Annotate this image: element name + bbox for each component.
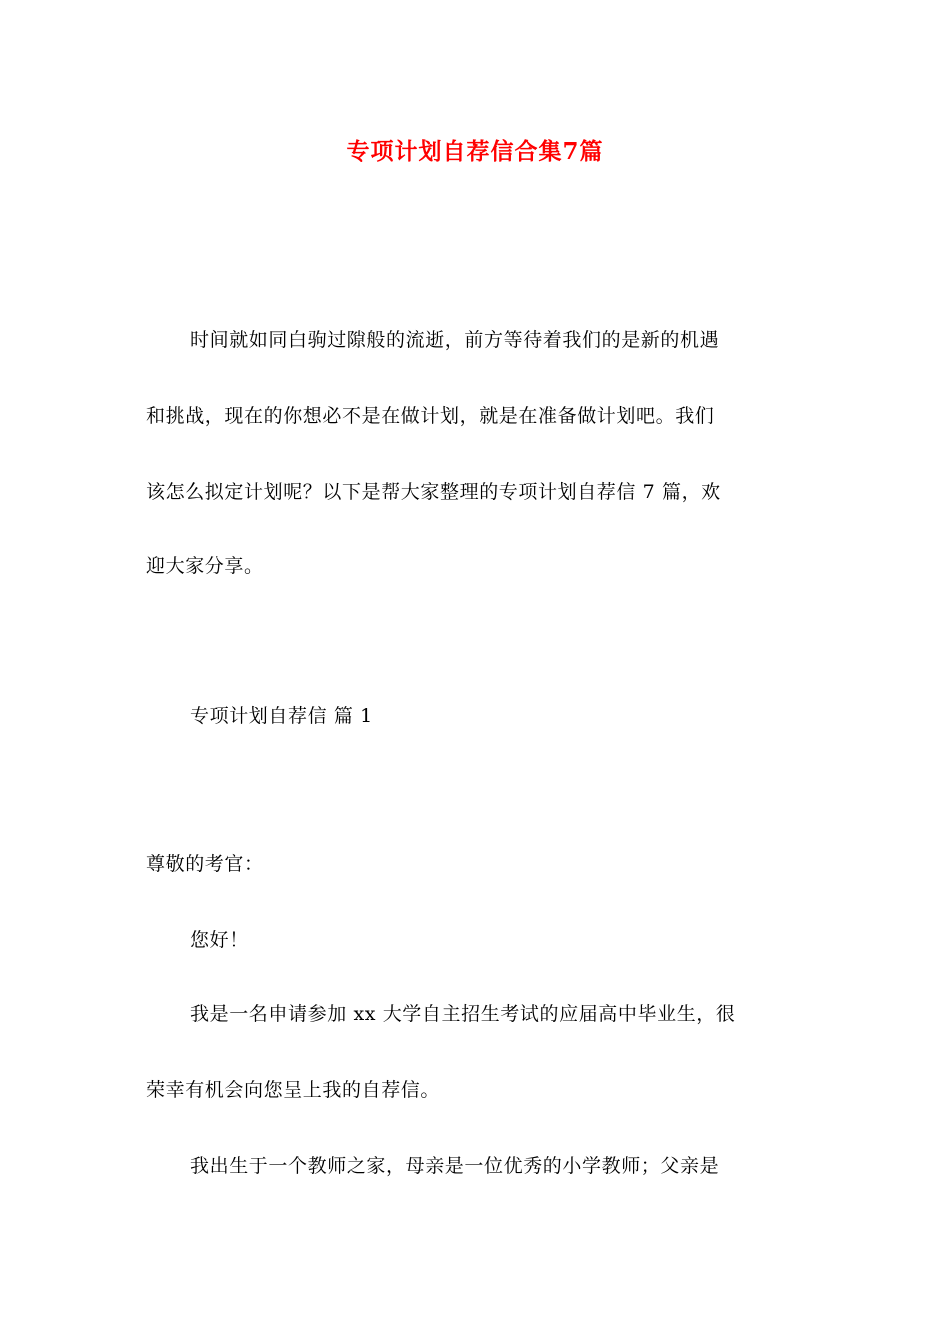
greeting: 您好！ [190, 929, 249, 951]
para1-line-2: 荣幸有机会向您呈上我的自荐信。 [146, 1079, 441, 1101]
intro-line-2: 和挑战，现在的你想必不是在做计划，就是在准备做计划吧。我们 [146, 405, 715, 427]
salutation: 尊敬的考官： [146, 853, 264, 875]
intro-line-4: 迎大家分享。 [146, 555, 264, 577]
intro-line-3: 该怎么拟定计划呢？以下是帮大家整理的专项计划自荐信 7 篇，欢 [146, 481, 721, 503]
document-title: 专项计划自荐信合集7篇 [346, 138, 604, 165]
para2-line-1: 我出生于一个教师之家，母亲是一位优秀的小学教师；父亲是 [190, 1155, 720, 1177]
intro-line-1: 时间就如同白驹过隙般的流逝，前方等待着我们的是新的机遇 [190, 329, 720, 351]
para1-line-1: 我是一名申请参加 xx 大学自主招生考试的应届高中毕业生，很 [190, 1003, 736, 1025]
section-heading: 专项计划自荐信 篇 1 [190, 705, 373, 727]
